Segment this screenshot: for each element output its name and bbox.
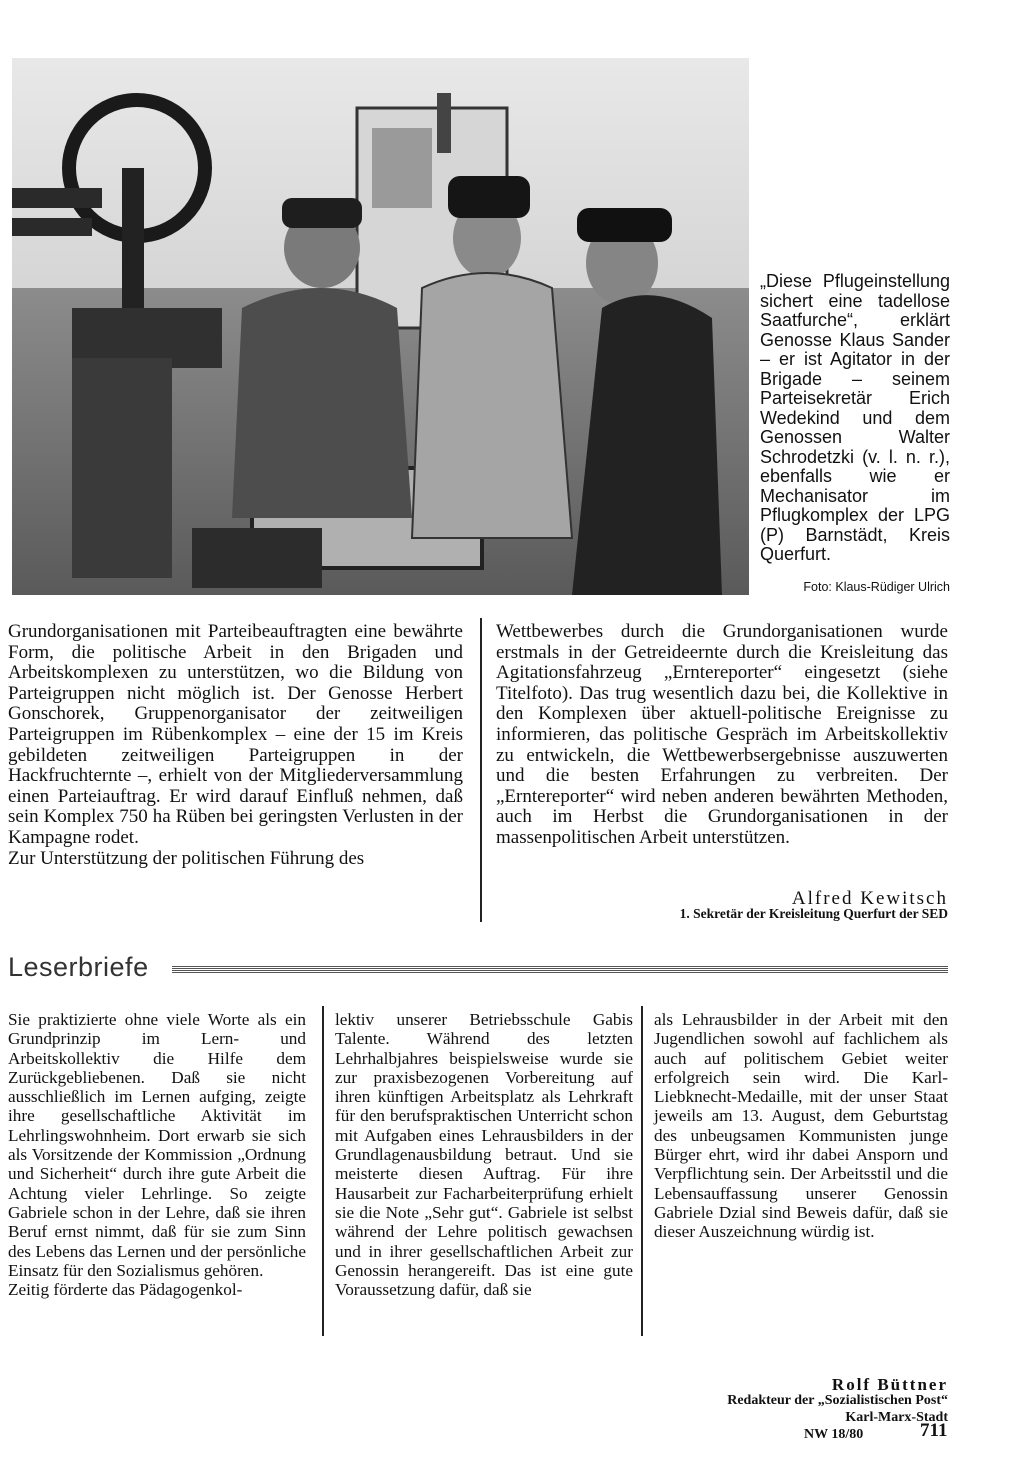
article-author-role: 1. Sekretär der Kreisleitung Querfurt der SED <box>679 906 948 921</box>
letters-author-role-line-1: Redakteur der „Sozialistischen Post“ <box>727 1393 948 1408</box>
issue-label: NW 18/80 <box>804 1427 864 1442</box>
letters-column-2 <box>335 1010 633 1299</box>
article-col1-paragraph-1: Grundorganisationen mit Parteibeauftragten eine bewährte Form, die politische Arbeit in den Brigaden und Arbeitskomplexen zu unterstützen, wo die Bildung von Parteigruppen nicht möglich ist. Der Genosse Herbert Gonschorek, Gruppenorganisator der zeitweiligen Parteigruppen im Rübenkomplex – eine der 15 im Kreis gebildeten zeitweiligen Parteigruppen in der Hackfruchternte –, erhielt von der Mitgliederversammlung einen Parteiauftrag. Er wird darauf Einfluß nehmen, daß sein Komplex 750 ha Rüben bei geringsten Verlusten in der Kampagne rodet. <box>8 621 463 848</box>
letters-column-1 <box>8 1010 306 1299</box>
letters-col1-paragraph-2: Zeitig förderte das Pädagogenkol- <box>8 1280 243 1300</box>
photo-plough-field <box>12 58 749 595</box>
letters-col3-paragraph-1: als Lehrausbilder in der Arbeit mit den Jugendlichen sowohl auf fachlichem als auch auf politischem Gebiet weiter erfolgreich sein wird. Die Karl-Liebknecht-Medaille, mit der unser Staat jeweils am 13. August, dem Geburtstag des unbeugsamen Kommunisten junge Bürger ehrt, wird ihr dabei Ansporn und Verpflichtung sein. Der Arbeitsstil und die Lebensauffassung unserer Genossin Gabriele Dzial sind Beweis dafür, daß sie dieser Auszeichnung würdig ist. <box>654 1010 948 1242</box>
caption-text: „Diese Pflugeinstellung sichert eine tadellose Saatfurche“, erklärt Genosse Klaus Sander – er ist Agitator in der Brigade – seinem Parteisekretär Erich Wedekind und dem Genossen Walter Schrodetzki (v. l. n. r.), ebenfalls wie er Mechanisator im Pflugkomplex der LPG (P) Barnstädt, Kreis Querfurt. <box>760 271 950 564</box>
column-divider <box>480 618 482 922</box>
article-column-2 <box>496 622 948 849</box>
letters-column-3 <box>654 1010 948 1242</box>
section-rule <box>172 966 948 973</box>
page-number: 711 <box>920 1420 948 1441</box>
photo-caption <box>760 272 950 565</box>
letters-author-role <box>654 1392 948 1426</box>
letters-divider-1 <box>322 1006 324 1336</box>
section-title-leserbriefe: Leserbriefe <box>8 952 149 982</box>
letters-col1-paragraph-1: Sie praktizierte ohne viele Worte als ein Grundprinzip im Lern- und Arbeitskollektiv die Hilfe dem Zurückgebliebenen. Daß sie nicht ausschließlich im Lernen aufging, zeigte ihre gesellschaftliche Aktivität im Lehrlingswohnheim. Dort erwarb sie sich als Vorsitzende der Kommission „Ordnung und Sicherheit“ durch ihre gute Arbeit die Achtung vieler Lehrlinge. So zeigte Gabriele schon in der Lehre, daß sie ihren Beruf ernst nimmt, daß für sie zum Sinn des Lebens das Lernen und der persönliche Einsatz für den Sozialismus gehören. <box>8 1010 306 1280</box>
letters-col2-paragraph-1: lektiv unserer Betriebsschule Gabis Talente. Während des letzten Lehrhalbjahres beispielsweise wurde sie zur praxisbezogenen Vorbereitung auf ihren künftigen Arbeitsplatz als Lehrkraft für den berufspraktischen Unterricht schon mit Aufgaben eines Lehrausbilders in der Grundlagenausbildung betraut. Und sie meisterte diesen Auftrag. Für ihre Hausarbeit zur Facharbeiterprüfung erhielt sie die Note „Sehr gut“. Gabriele ist selbst während der Lehre politisch gewachsen und in ihrer gesellschaftlichen Arbeit zur Genossin herangereift. Das ist eine gute Voraussetzung dafür, daß sie <box>335 1010 633 1300</box>
letters-author: Rolf Büttner <box>831 1375 948 1394</box>
letters-author-role-line-2: Karl-Marx-Stadt <box>845 1410 948 1425</box>
letters-divider-2 <box>641 1006 643 1336</box>
article-author: Alfred Kewitsch <box>791 888 948 909</box>
article-column-1 <box>8 622 463 869</box>
article-col2-paragraph-1: Wettbewerbes durch die Grundorganisationen wurde erstmals in der Getreideernte durch die Kreisleitung das Agitationsfahrzeug „Erntereporter“ eingesetzt (siehe Titelfoto). Das trug wesentlich dazu bei, die Kollektive in den Komplexen über aktuell-politische Ereignisse zu informieren, das politische Gespräch im Arbeitskollektiv zu entwickeln, die Wettbewerbsergebnisse auszuwerten und die besten Erfahrungen zu verbreiten. Der „Erntereporter“ wird neben anderen bewährten Methoden, auch im Herbst die Grundorganisationen in der massenpolitischen Arbeit unterstützen. <box>496 621 948 848</box>
photo-credit: Foto: Klaus-Rüdiger Ulrich <box>803 580 950 594</box>
article-col1-paragraph-2: Zur Unterstützung der politischen Führung des <box>8 847 365 869</box>
